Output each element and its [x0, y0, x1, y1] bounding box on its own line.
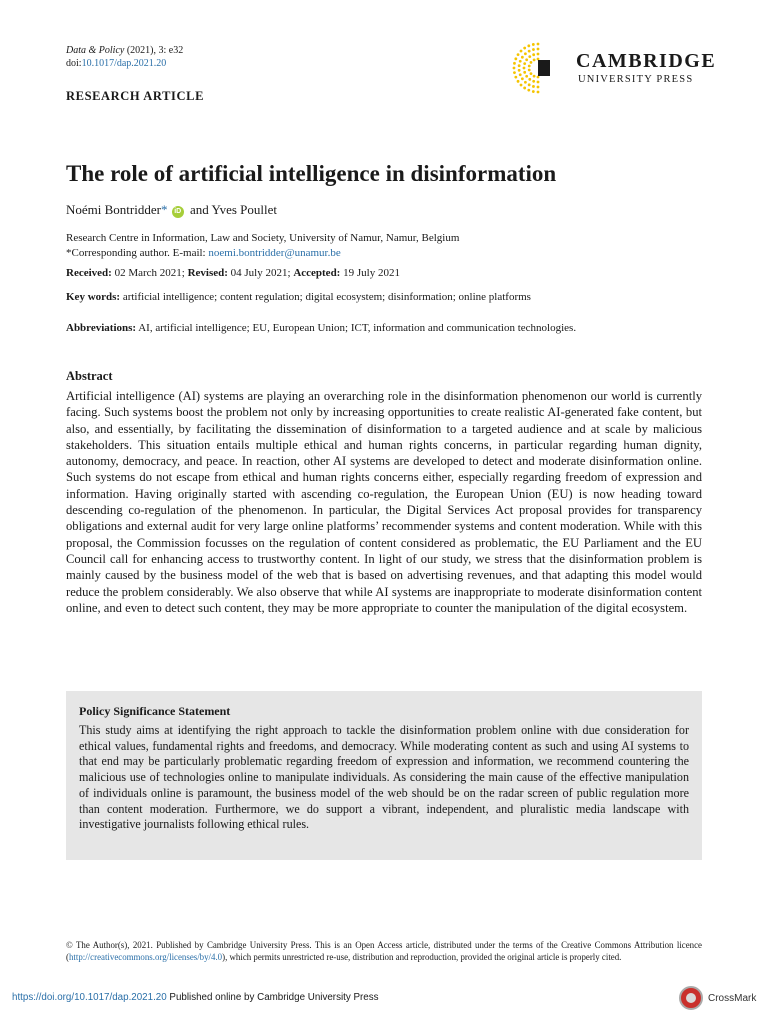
journal-name: Data & Policy: [66, 45, 125, 56]
logo-dot: [523, 47, 526, 50]
logo-dot: [527, 44, 530, 47]
logo-dot: [532, 48, 535, 51]
logo-dot: [527, 89, 530, 92]
abbreviations-text: AI, artificial intelligence; EU, European Union; ICT, information and communication technologies.: [136, 322, 577, 334]
logo-dot: [537, 48, 540, 51]
license-link[interactable]: http://creativecommons.org/licenses/by/4.0: [68, 951, 223, 962]
logo-wordmark: CAMBRIDGE: [576, 50, 717, 72]
logo-dot: [532, 43, 535, 46]
logo-dot: [523, 87, 526, 90]
crossmark-icon: [679, 986, 703, 1010]
logo-block: [538, 60, 550, 76]
page-title: The role of artificial intelligence in disinformation: [66, 161, 557, 186]
abstract-heading: Abstract: [66, 369, 113, 383]
logo-dot: [528, 65, 531, 68]
license-text-end: ), which permits unrestricted re-use, distribution and reproduction, provided the original article is properly cited.: [222, 951, 622, 962]
logo-dot: [528, 83, 531, 86]
revised-label: Revised:: [187, 267, 228, 279]
logo-dot: [520, 84, 523, 87]
abbreviations-label: Abbreviations:: [66, 322, 137, 334]
crossmark-button[interactable]: [679, 986, 759, 1014]
logo-dot: [532, 80, 535, 83]
logo-dot: [537, 76, 540, 79]
article-type: RESEARCH ARTICLE: [66, 89, 205, 103]
author-joiner: and: [186, 202, 212, 217]
logo-dot: [518, 69, 521, 72]
logo-dot: [537, 81, 540, 84]
logo-dot: [525, 58, 528, 61]
logo-dot: [524, 52, 527, 55]
keywords-label: Key words:: [66, 291, 121, 303]
crossmark-label: CrossMark: [708, 993, 757, 1004]
license-notice: [66, 940, 702, 963]
logo-dot: [518, 64, 521, 67]
logo-dot: [519, 60, 522, 63]
logo-dot: [528, 78, 531, 81]
abstract-text: Artificial intelligence (AI) systems are playing an overarching role in the disinformation phenomenon our world is currently facing. Such systems boost the problem not only by increasing opportunities to create realistic AI-generated fake content, but also, and essentially, by facilitating the dissemination of disinformation to a targeted audience and at scale by malicious stakeholders. This situation entails multiple ethical and human rights concerns, in particular regarding human dignity, autonomy, democracy, and peace. In reaction, other AI systems are developed to detect and moderate disinformation online. Such systems do not escape from ethical and human rights concerns either, especially regarding freedom of expression and information. Having originally started with ascending co-regulation, the European Union (EU) is now heading toward descending co-regulation of the phenomenon. In particular, the Digital Services Act proposal provides for transparency obligations and external audit for very large online platforms’ recommender systems and content moderation. While with this proposal, the Commission focusses on the regulation of content considered as problematic, the EU Parliament and the EU Council call for enhancing access to trustworthy content. In light of our study, we stress that the disinformation problem is mainly caused by the business model of the web that is based on advertising revenues, and that adapting this model would reduce the problem considerably. We also observe that while AI systems are inappropriate to moderate disinformation content online, and even to detect such content, they may be more appropriate to counter the manipulation of the digital ecosystem.: [66, 389, 702, 615]
keywords-text: artificial intelligence; content regulation; digital ecosystem; disinformation; online platforms: [120, 291, 531, 303]
author-name[interactable]: Noémi Bontridder: [66, 202, 161, 217]
logo-dot: [523, 71, 526, 74]
journal-volume: (2021), 3: e32: [124, 45, 184, 56]
logo-dot: [521, 77, 524, 80]
logo-dot: [521, 56, 524, 59]
page-footer: [12, 992, 379, 1003]
logo-dot: [525, 75, 528, 78]
journal-citation: [66, 44, 183, 70]
logo-dot: [533, 75, 536, 78]
logo-dot: [532, 53, 535, 56]
corresponding-star: *: [160, 202, 168, 217]
doi-link[interactable]: 10.1017/dap.2021.20: [81, 58, 167, 69]
logo-dot: [513, 62, 516, 65]
logo-dot: [520, 50, 523, 53]
author-line: [66, 202, 277, 218]
received-label: Received:: [66, 267, 112, 279]
logo-dot: [532, 90, 535, 93]
institution: Research Centre in Information, Law and Society, University of Namur, Namur, Belgium: [66, 232, 460, 244]
logo-dot: [530, 72, 533, 75]
abbreviations: [66, 321, 716, 335]
logo-dot: [523, 62, 526, 65]
logo-dot: [519, 73, 522, 76]
logo-dot: [537, 53, 540, 56]
logo-dot: [523, 67, 526, 70]
cambridge-logo-icon: [500, 42, 570, 94]
logo-dot: [528, 55, 531, 58]
footer-published: Published online by Cambridge University Press: [166, 992, 379, 1003]
article-dates: [66, 266, 400, 280]
logo-dot: [524, 81, 527, 84]
email-link[interactable]: noemi.bontridder@unamur.be: [208, 246, 341, 259]
affiliation: [66, 231, 706, 260]
logo-dot: [528, 50, 531, 53]
logo-dot: [537, 58, 540, 61]
logo-dot: [514, 57, 517, 60]
license-text: © The Author(s), 2021. Published by Cambridge University Press. This is an Open Access article, distributed under the terms of the Creative Commons Attribution licence (: [66, 940, 702, 962]
logo-dot: [513, 67, 516, 70]
logo-dot: [537, 86, 540, 89]
corresponding-label: *Corresponding author. E-mail:: [66, 246, 209, 259]
logo-dot: [537, 43, 540, 46]
cambridge-logo: [500, 42, 717, 94]
logo-dot: [533, 58, 536, 61]
revised-date: 04 July 2021;: [227, 267, 294, 279]
policy-statement-box: [66, 691, 702, 860]
accepted-date: 19 July 2021: [340, 267, 400, 279]
logo-dot: [514, 76, 517, 79]
logo-dot: [517, 53, 520, 56]
logo-dot: [532, 85, 535, 88]
orcid-icon[interactable]: iD: [172, 206, 184, 218]
logo-subtitle: UNIVERSITY PRESS: [578, 74, 694, 85]
author-name[interactable]: Yves Poullet: [211, 202, 278, 217]
logo-dot: [537, 91, 540, 94]
policy-text: This study aims at identifying the right approach to tackle the disinformation problem online with due consideration for ethical values, fundamental rights and freedoms, and democracy. While moderating content as such and using AI systems to that end may be particularly problematic regarding freedom of expression and information, we recommend countering the malicious use of technologies online to manipulate individuals. As considering the main cause of the effective manipulation of individuals online is paramount, the business model of the web should be on the radar screen of public regulation more than content moderation. Furthermore, we do support a vibrant, independent, and pluralistic media landscape with investigative journalists following ethical rules.: [79, 723, 689, 832]
footer-doi-link[interactable]: https://doi.org/10.1017/dap.2021.20: [12, 992, 167, 1003]
received-date: 02 March 2021;: [111, 267, 188, 279]
accepted-label: Accepted:: [293, 267, 341, 279]
logo-dot: [528, 69, 531, 72]
logo-dot: [530, 61, 533, 64]
doi-label: doi:: [66, 58, 82, 69]
keywords: [66, 290, 706, 304]
policy-heading: Policy Significance Statement: [79, 704, 231, 718]
logo-dot: [513, 71, 516, 74]
logo-dot: [517, 80, 520, 83]
